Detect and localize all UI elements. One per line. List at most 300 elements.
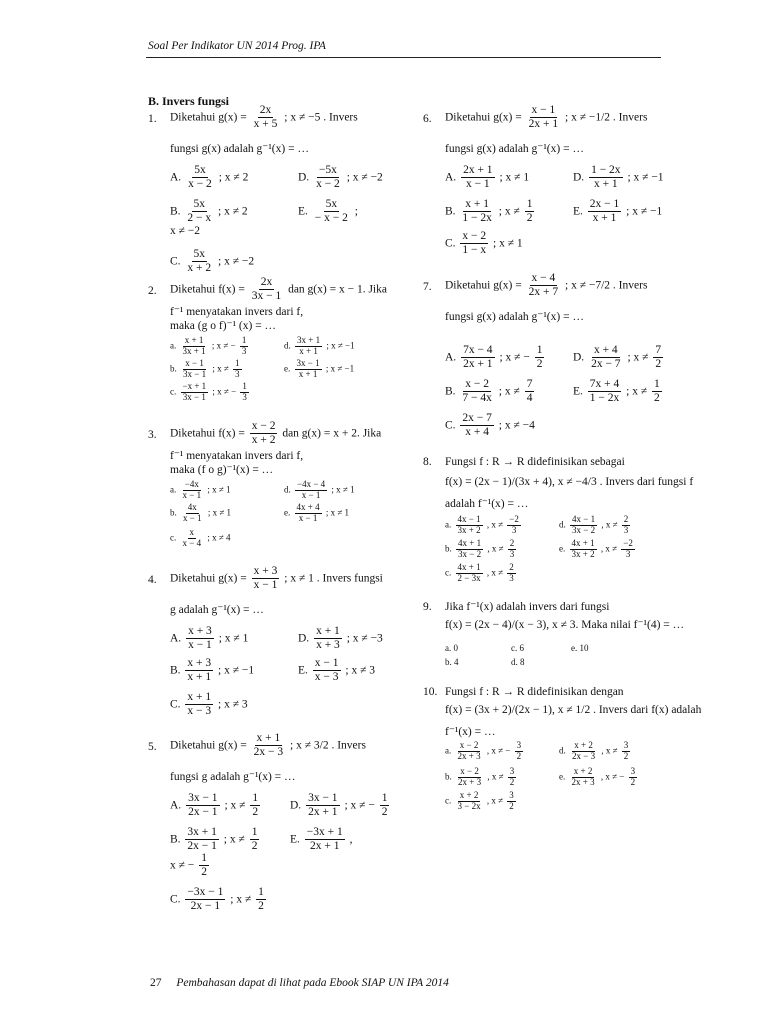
denominator: 2: [623, 750, 629, 761]
numerator: x − 4: [530, 272, 558, 286]
stem-fraction: [252, 732, 286, 759]
footer-note: Pembahasan dapat di lihat pada Ebook SIAP UN IPA 2014: [176, 977, 449, 989]
numerator: 1: [525, 198, 535, 212]
denominator: 3x − 2: [458, 548, 482, 559]
answer-option: A. $\frac{5x}{x - 2}$ ; x ≠ 2: [170, 164, 249, 191]
option-fraction: [186, 792, 220, 819]
denominator: 3x − 1: [182, 391, 206, 402]
option-fraction: [181, 359, 208, 380]
condition-fraction: [507, 791, 516, 812]
denominator: 2x + 1: [310, 840, 340, 853]
answer-option: b. $\frac{4x}{x - 1}$ ; x ≠ 1: [170, 502, 232, 523]
answer-option: d. $\frac{4x - 1}{3x - 2}$ , x ≠ $\frac{2}{3}$: [559, 514, 629, 535]
option-fraction: [589, 344, 623, 371]
denominator: 3: [235, 368, 240, 379]
question-number: 4.: [148, 574, 157, 586]
denominator: − x − 2: [314, 212, 348, 225]
denominator: 2x − 3: [253, 746, 284, 759]
question-number: 3.: [148, 429, 157, 441]
answer-option: e. 10: [571, 643, 589, 653]
numerator: 4x: [187, 502, 197, 512]
condition-fraction: [525, 378, 535, 405]
numerator: 1: [380, 792, 390, 806]
answer-option: c. $\frac{4x + 1}{2 - 3x}$ , x ≠ $\frac{2}{3}$: [445, 562, 514, 583]
denominator: 2: [251, 840, 258, 853]
numerator: 5x: [192, 198, 208, 212]
denominator: 2 − x: [187, 212, 212, 225]
option-fraction: [460, 230, 488, 257]
numerator: 1: [199, 852, 209, 866]
denominator: 2: [258, 900, 264, 913]
answer-option: a. $\frac{4x - 1}{3x + 2}$ , x ≠ $\frac{-2}{3}$: [445, 514, 519, 535]
answer-option: d. $\frac{3x + 1}{x + 1}$ ; x ≠ −1: [284, 335, 355, 356]
numerator: 3: [509, 766, 515, 776]
numerator: 4x + 1: [458, 538, 482, 548]
numerator: 4x − 1: [457, 514, 481, 524]
question-stem-line: f(x) = (3x + 2)/(2x − 1), x ≠ 1/2 . Invers dari f(x) adalah: [445, 704, 702, 716]
denominator: 3x + 2: [457, 524, 481, 535]
option-fraction: [456, 791, 483, 812]
question-number: 7.: [423, 281, 432, 293]
numerator: 1: [250, 826, 260, 840]
option-fraction: [313, 198, 350, 225]
option-fraction: [314, 164, 342, 191]
option-fraction: [185, 691, 213, 718]
condition-fraction: [256, 886, 266, 913]
numerator: 3x − 1: [296, 358, 320, 368]
denominator: 3: [623, 524, 629, 535]
denominator: x + 3: [316, 639, 340, 652]
numerator: 2: [623, 514, 629, 524]
denominator: 2x + 3: [458, 776, 482, 787]
answer-option: d. $\frac{x + 2}{2x - 3}$ , x ≠ $\frac{3}{2}$: [559, 740, 629, 761]
question-number: 6.: [423, 113, 432, 125]
numerator: 4x − 1: [572, 514, 596, 524]
answer-option: C. $\frac{5x}{x + 2}$ ; x ≠ −2: [170, 248, 255, 275]
answer-option: b. 4: [445, 657, 459, 667]
stem-fraction: [250, 420, 278, 447]
numerator: x + 2: [574, 740, 593, 750]
numerator: x − 2: [460, 230, 488, 244]
numerator: 2x − 7: [460, 412, 494, 426]
option-fraction: [460, 412, 494, 439]
stem-fraction: [527, 104, 561, 131]
question-stem-line: fungsi g adalah g⁻¹(x) = …: [170, 771, 296, 783]
answer-option: E. $\frac{x - 1}{x - 3}$ ; x ≠ 3: [298, 657, 376, 684]
denominator: x − 1: [465, 178, 490, 191]
numerator: x + 2: [573, 766, 593, 776]
numerator: 7x + 4: [588, 378, 622, 392]
header-rule: [146, 57, 661, 58]
numerator: 3: [516, 740, 522, 750]
question-stem-line: f⁻¹(x) = …: [445, 726, 496, 738]
numerator: 1: [256, 886, 266, 900]
condition-fraction: [507, 515, 521, 536]
question-stem: Diketahui g(x) = $\frac{2x}{x + 5}$ ; x ≠ −5 . Invers: [170, 104, 358, 131]
numerator: x: [189, 527, 195, 537]
numerator: 7: [525, 378, 535, 392]
question-stem: Fungsi f : R → R didefinisikan sebagai: [445, 456, 625, 468]
option-fraction: [456, 515, 483, 536]
denominator: 2x + 1: [308, 806, 338, 819]
denominator: 3: [625, 548, 631, 559]
answer-option: b. $\frac{4x + 1}{3x - 2}$ , x ≠ $\frac{2}{3}$: [445, 538, 515, 559]
question-number: 1.: [148, 113, 157, 125]
stem-fraction: [527, 272, 561, 299]
denominator: x − 1: [188, 639, 212, 652]
option-fraction: [456, 539, 483, 560]
answer-option: e. $\frac{3x - 1}{x + 1}$ ; x ≠ −1: [284, 358, 355, 379]
condition-fraction: [240, 382, 249, 403]
option-fraction: [185, 198, 213, 225]
option-fraction: [181, 480, 204, 501]
condition-fraction: [621, 539, 635, 560]
answer-option: A. $\frac{2x + 1}{x - 1}$ ; x ≠ 1: [445, 164, 530, 191]
answer-option: C. $\frac{x + 1}{x - 3}$ ; x ≠ 3: [170, 691, 248, 718]
stem-fraction: [252, 565, 280, 592]
option-fraction: [570, 741, 597, 762]
option-fraction: [186, 164, 214, 191]
answer-option: B. $\frac{x - 2}{7 - 4x}$ ; x ≠ $\frac{7}{4}$: [445, 378, 533, 405]
answer-option: b. $\frac{x - 1}{3x - 1}$ ; x ≠ $\frac{1}{3}$: [170, 358, 240, 379]
answer-option: A. $\frac{7x - 4}{2x + 1}$ ; x ≠ − $\frac{1}{2}$: [445, 344, 543, 371]
numerator: −4x: [184, 479, 199, 489]
option-fraction: [185, 886, 225, 913]
numerator: x − 1: [530, 104, 558, 118]
numerator: 1 − 2x: [589, 164, 623, 178]
denominator: x − 1: [182, 489, 202, 500]
option-fraction: [456, 563, 483, 584]
answer-option: b. $\frac{x - 2}{2x + 3}$ , x ≠ $\frac{3}{2}$: [445, 766, 515, 787]
option-fraction: [461, 344, 495, 371]
numerator: x + 2: [459, 790, 479, 800]
denominator: 1 − 2x: [462, 212, 492, 225]
denominator: 7 − 4x: [462, 392, 492, 405]
option-fraction: [181, 382, 209, 403]
answer-option: d. 8: [511, 657, 525, 667]
denominator: x − 2: [188, 178, 212, 191]
question-number: 2.: [148, 285, 157, 297]
answer-option: c. 6: [511, 643, 524, 653]
answer-option: D. $\frac{3x - 1}{2x + 1}$ ; x ≠ − $\frac{1}{2}$: [290, 792, 388, 819]
numerator: −3x − 1: [185, 886, 225, 900]
denominator: x − 4: [182, 537, 202, 548]
denominator: 2x − 3: [572, 750, 596, 761]
denominator: 2x + 7: [528, 286, 559, 299]
option-fraction: [295, 359, 322, 380]
denominator: x − 1: [298, 512, 318, 523]
denominator: 2x + 1: [528, 118, 559, 131]
option-fraction: [570, 539, 597, 560]
answer-option: c. $\frac{x + 2}{3 - 2x}$ , x ≠ $\frac{3}{2}$: [445, 790, 514, 811]
numerator: 3: [509, 790, 514, 800]
numerator: 4x + 1: [571, 538, 595, 548]
question-stem-line: f⁻¹ menyatakan invers dari f,: [170, 306, 304, 318]
question-stem-line: g adalah g⁻¹(x) = …: [170, 604, 264, 616]
option-fraction: [570, 767, 597, 788]
condition-fraction: [622, 515, 631, 536]
numerator: 2: [509, 538, 515, 548]
numerator: 5x: [192, 248, 208, 262]
answer-option: D. $\frac{1 - 2x}{x + 1}$ ; x ≠ −1: [573, 164, 664, 191]
denominator: x + 1: [592, 212, 617, 225]
answer-option: A. $\frac{x + 3}{x - 1}$ ; x ≠ 1: [170, 625, 249, 652]
option-fraction: [588, 198, 622, 225]
denominator: x + 5: [253, 118, 278, 131]
numerator: x + 1: [463, 198, 491, 212]
numerator: 3x − 1: [186, 792, 220, 806]
section-title: B. Invers fungsi: [148, 94, 230, 108]
option-fraction: [460, 378, 494, 405]
numerator: x − 1: [313, 657, 341, 671]
numerator: 5x: [192, 164, 208, 178]
answer-option: a. $\frac{-4x}{x - 1}$ ; x ≠ 1: [170, 479, 231, 500]
option-fraction: [305, 826, 345, 853]
denominator: 3: [509, 548, 515, 559]
answer-option: a. $\frac{x - 2}{2x + 3}$ , x ≠ − $\frac{3}{2}$: [445, 740, 522, 761]
numerator: x + 1: [184, 335, 204, 345]
answer-option: E. $\frac{-3x + 1}{2x + 1}$ ,: [290, 826, 353, 853]
option-fraction: [456, 767, 483, 788]
question-stem-line: f⁻¹ menyatakan invers dari f,: [170, 450, 304, 462]
numerator: 7x − 4: [461, 344, 495, 358]
question-stem-line: maka (f o g)⁻¹(x) = …: [170, 464, 274, 476]
condition-fraction: [653, 344, 663, 371]
denominator: 2x − 1: [190, 900, 221, 913]
answer-option: e. $\frac{4x + 1}{3x + 2}$ , x ≠ $\frac{-2}{3}$: [559, 538, 633, 559]
answer-option: B. $\frac{x + 3}{x + 1}$ ; x ≠ −1: [170, 657, 255, 684]
condition-fraction: [535, 344, 545, 371]
option-fraction: [181, 503, 204, 524]
numerator: 3x − 1: [306, 792, 340, 806]
condition-fraction: [652, 378, 662, 405]
numerator: x + 4: [592, 344, 620, 358]
denominator: 3x + 2: [571, 548, 595, 559]
option-fraction: [295, 503, 322, 524]
condition-fraction: [525, 198, 535, 225]
denominator: 2x + 3: [571, 776, 595, 787]
denominator: 2: [526, 212, 533, 225]
numerator: x − 2: [459, 740, 479, 750]
numerator: 2x + 1: [461, 164, 495, 178]
denominator: 2: [509, 800, 514, 811]
option-fraction: [185, 826, 219, 853]
numerator: x + 3: [252, 565, 280, 579]
denominator: 3: [509, 572, 514, 583]
numerator: 3: [623, 740, 629, 750]
numerator: 4x + 1: [457, 562, 481, 572]
denominator: x − 1: [183, 512, 202, 523]
stem-fraction: [250, 276, 284, 303]
denominator: 2: [516, 750, 522, 761]
answer-option: B. $\frac{5x}{2 - x}$ ; x ≠ 2: [170, 198, 248, 225]
denominator: x − 1: [253, 579, 278, 592]
denominator: x + 1: [298, 368, 318, 379]
option-fraction: [588, 378, 622, 405]
answer-option: a. $\frac{x + 1}{3x + 1}$ ; x ≠ − $\frac{1}{3}$: [170, 335, 247, 356]
numerator: −4x − 4: [297, 479, 326, 489]
answer-option: x ≠ − $\frac{1}{2}$: [170, 852, 207, 879]
answer-option: c. $\frac{-x + 1}{3x - 1}$ ; x ≠ − $\frac{1}{3}$: [170, 381, 247, 402]
answer-option: c. $\frac{x}{x - 4}$ ; x ≠ 4: [170, 527, 231, 548]
numerator: x + 1: [314, 625, 342, 639]
answer-option: C. $\frac{2x - 7}{x + 4}$ ; x ≠ −4: [445, 412, 535, 439]
denominator: 3: [242, 391, 247, 402]
question-stem-line: fungsi g(x) adalah g⁻¹(x) = …: [170, 143, 309, 155]
answer-option: e. $\frac{x + 2}{2x + 3}$ , x ≠ − $\frac{3}{2}$: [559, 766, 636, 787]
numerator: 3x + 1: [297, 335, 321, 345]
denominator: x − 2: [316, 178, 340, 191]
answer-option: x ≠ −2: [170, 225, 201, 237]
denominator: 3x − 1: [251, 290, 282, 303]
option-fraction: [456, 741, 483, 762]
condition-fraction: [622, 741, 631, 762]
answer-option: E. $\frac{2x - 1}{x + 1}$ ; x ≠ −1: [573, 198, 663, 225]
option-fraction: [570, 515, 597, 536]
denominator: 2: [381, 806, 388, 819]
answer-option: a. 0: [445, 643, 458, 653]
numerator: 2x: [258, 104, 274, 118]
numerator: 1: [535, 344, 545, 358]
answer-option: D. $\frac{x + 4}{2x - 7}$ ; x ≠ $\frac{7}{2}$: [573, 344, 662, 371]
denominator: x + 1: [299, 345, 318, 356]
option-fraction: [181, 336, 208, 357]
numerator: x − 2: [463, 378, 491, 392]
numerator: 1: [235, 358, 240, 368]
question-stem-line: adalah f⁻¹(x) = …: [445, 498, 529, 510]
option-fraction: [589, 164, 623, 191]
question-number: 5.: [148, 741, 157, 753]
answer-option: e. $\frac{4x + 4}{x - 1}$ ; x ≠ 1: [284, 502, 350, 523]
answer-option: C. $\frac{x - 2}{1 - x}$ ; x ≠ 1: [445, 230, 523, 257]
answer-option: C. $\frac{-3x - 1}{2x - 1}$ ; x ≠ $\frac{1}{2}$: [170, 886, 264, 913]
numerator: 3x + 1: [185, 826, 219, 840]
question-stem-line: fungsi g(x) adalah g⁻¹(x) = …: [445, 143, 584, 155]
denominator: 2x − 1: [187, 840, 217, 853]
question-stem-line: fungsi g(x) adalah g⁻¹(x) = …: [445, 311, 584, 323]
condition-fraction: [233, 359, 242, 380]
denominator: x + 4: [465, 426, 490, 439]
condition-fraction: [629, 767, 638, 788]
denominator: x − 3: [187, 705, 212, 718]
numerator: x − 2: [250, 420, 278, 434]
numerator: 4x + 4: [296, 502, 320, 512]
page-header: Soal Per Indikator UN 2014 Prog. IPA: [148, 40, 326, 52]
numerator: 2x: [259, 276, 275, 290]
option-fraction: [181, 528, 204, 549]
question-stem: Diketahui f(x) = $\frac{x - 2}{x + 2}$ dan g(x) = x + 2. Jika: [170, 420, 382, 447]
denominator: x + 1: [593, 178, 618, 191]
numerator: x + 1: [255, 732, 283, 746]
numerator: −2: [623, 538, 633, 548]
denominator: 2: [201, 866, 207, 879]
numerator: x + 3: [185, 657, 213, 671]
denominator: 2: [630, 776, 636, 787]
answer-option: B. $\frac{3x + 1}{2x - 1}$ ; x ≠ $\frac{1}{2}$: [170, 826, 258, 853]
denominator: 3: [241, 345, 247, 356]
denominator: 3x − 1: [183, 368, 207, 379]
denominator: 2: [509, 776, 515, 787]
condition-fraction: [508, 767, 517, 788]
denominator: 2: [654, 392, 660, 405]
question-stem-line: f(x) = (2x − 1)/(3x + 4), x ≠ −4/3 . Invers dari fungsi f: [445, 476, 694, 488]
condition-fraction: [515, 741, 524, 762]
numerator: −2: [509, 514, 519, 524]
denominator: x − 1: [301, 489, 321, 500]
option-fraction: [313, 657, 341, 684]
denominator: 1 − 2x: [589, 392, 620, 405]
answer-option: D. $\frac{-5x}{x - 2}$ ; x ≠ −2: [298, 164, 383, 191]
numerator: 1: [250, 792, 260, 806]
question-stem: Diketahui g(x) = $\frac{x + 1}{2x - 3}$ ; x ≠ 3/2 . Invers: [170, 732, 366, 759]
question-stem: Diketahui g(x) = $\frac{x - 4}{2x + 7}$ ; x ≠ −7/2 . Invers: [445, 272, 648, 299]
condition-fraction: [240, 336, 249, 357]
condition-fraction: [508, 539, 517, 560]
condition-fraction: [250, 826, 260, 853]
option-fraction: [295, 336, 322, 357]
denominator: 3x + 1: [182, 345, 206, 356]
denominator: 2x + 3: [457, 750, 481, 761]
answer-option: A. $\frac{3x - 1}{2x - 1}$ ; x ≠ $\frac{1}{2}$: [170, 792, 259, 819]
numerator: 1: [241, 335, 247, 345]
question-stem: Fungsi f : R → R didefinisikan dengan: [445, 686, 624, 698]
option-fraction: [314, 625, 342, 652]
denominator: 3: [511, 524, 517, 535]
condition-fraction: [250, 792, 260, 819]
numerator: 3: [630, 766, 636, 776]
denominator: 2: [536, 358, 543, 371]
numerator: 7: [653, 344, 663, 358]
option-fraction: [460, 198, 494, 225]
numerator: 1: [652, 378, 662, 392]
question-stem-line: f(x) = (2x − 4)/(x − 3), x ≠ 3. Maka nilai f⁻¹(4) = …: [445, 619, 685, 631]
answer-option: d. $\frac{-4x - 4}{x - 1}$ ; x ≠ 1: [284, 479, 355, 500]
denominator: x + 2: [251, 434, 276, 447]
question-stem-line: maka (g o f)⁻¹ (x) = …: [170, 320, 277, 332]
denominator: 2x − 7: [591, 358, 621, 371]
denominator: 1 − x: [462, 244, 487, 257]
numerator: 5x: [324, 198, 340, 212]
option-fraction: [295, 480, 327, 501]
question-stem: Diketahui g(x) = $\frac{x + 3}{x - 1}$ ; x ≠ 1 . Invers fungsi: [170, 565, 383, 592]
answer-option: E. $\frac{5x}{- x - 2}$ ;: [298, 198, 358, 225]
denominator: 2: [252, 806, 259, 819]
question-number: 10.: [423, 686, 438, 698]
condition-fraction: [507, 563, 516, 584]
question-stem: Diketahui g(x) = $\frac{x - 1}{2x + 1}$ ; x ≠ −1/2 . Invers: [445, 104, 648, 131]
denominator: 4: [526, 392, 533, 405]
denominator: 2 − 3x: [457, 572, 481, 583]
question-number: 8.: [423, 456, 432, 468]
question-stem: Diketahui f(x) = $\frac{2x}{3x - 1}$ dan g(x) = x − 1. Jika: [170, 276, 387, 303]
answer-option: E. $\frac{7x + 4}{1 - 2x}$ ; x ≠ $\frac{1}{2}$: [573, 378, 660, 405]
page-number: 27: [150, 977, 162, 989]
condition-fraction: [380, 792, 390, 819]
denominator: 2: [655, 358, 662, 371]
stem-fraction: [252, 104, 280, 131]
option-fraction: [461, 164, 495, 191]
denominator: x + 2: [187, 262, 212, 275]
numerator: x + 3: [186, 625, 214, 639]
denominator: x − 3: [314, 671, 339, 684]
answer-option: D. $\frac{x + 1}{x + 3}$ ; x ≠ −3: [298, 625, 383, 652]
numerator: x + 1: [185, 691, 213, 705]
numerator: −x + 1: [182, 381, 207, 391]
condition-fraction: [199, 852, 209, 879]
denominator: x + 1: [187, 671, 212, 684]
numerator: 2: [509, 562, 514, 572]
numerator: x − 1: [185, 358, 204, 368]
